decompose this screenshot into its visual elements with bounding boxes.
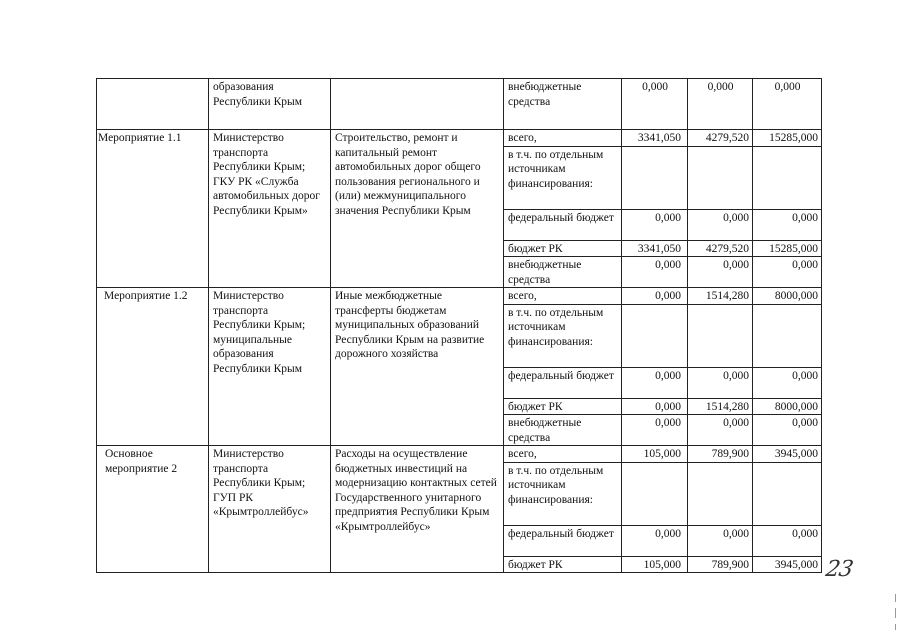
- value-cell-year-1: 105,000: [622, 556, 688, 573]
- event-cell: Основное мероприятие 2: [97, 446, 209, 573]
- value-cell-year-1: 0,000: [622, 398, 688, 415]
- value-cell-year-1: 0,000: [622, 209, 688, 240]
- table-row: [97, 130, 822, 147]
- funding-source-cell: в т.ч. по отдельным источникам финансирования:: [504, 462, 622, 525]
- value-cell-year-1: 0,000: [622, 288, 688, 305]
- value-cell-year-3: 3945,000: [753, 446, 822, 463]
- value-cell-year-3: 0,000: [753, 79, 822, 130]
- funding-source-cell: внебюджетные средства: [504, 415, 622, 446]
- description-cell: Расходы на осуществление бюджетных инвестиций на модернизацию контактных сетей Государственного унитарного предприятия Республики Крым «Крымтроллейбус»: [331, 446, 504, 573]
- value-cell-year-2: 0,000: [688, 257, 753, 288]
- value-cell-year-2: [688, 146, 753, 209]
- value-cell-year-3: 0,000: [753, 367, 822, 398]
- funding-source-cell: всего,: [504, 446, 622, 463]
- table-row: [97, 79, 822, 130]
- value-cell-year-3: 8000,000: [753, 398, 822, 415]
- value-cell-year-2: 1514,280: [688, 398, 753, 415]
- funding-source-cell: внебюджетные средства: [504, 79, 622, 130]
- funding-source-cell: бюджет РК: [504, 398, 622, 415]
- funding-source-cell: в т.ч. по отдельным источникам финансирования:: [504, 146, 622, 209]
- value-cell-year-2: 0,000: [688, 209, 753, 240]
- value-cell-year-2: 0,000: [688, 525, 753, 556]
- value-cell-year-1: 105,000: [622, 446, 688, 463]
- value-cell-year-1: [622, 304, 688, 367]
- value-cell-year-2: 789,900: [688, 446, 753, 463]
- value-cell-year-1: 0,000: [622, 415, 688, 446]
- table-row: [97, 446, 822, 463]
- scan-artifact: [895, 608, 896, 618]
- funding-source-cell: федеральный бюджет: [504, 367, 622, 398]
- value-cell-year-3: 8000,000: [753, 288, 822, 305]
- budget-table: [96, 78, 822, 573]
- value-cell-year-2: 0,000: [688, 79, 753, 130]
- funding-source-cell: бюджет РК: [504, 240, 622, 257]
- value-cell-year-3: 15285,000: [753, 130, 822, 147]
- description-cell: Строительство, ремонт и капитальный ремонт автомобильных дорог общего пользования регионального и (или) межмуниципального значения Республики Крым: [331, 130, 504, 288]
- value-cell-year-3: 0,000: [753, 257, 822, 288]
- value-cell-year-2: 0,000: [688, 415, 753, 446]
- table-row: [97, 288, 822, 305]
- value-cell-year-2: 0,000: [688, 367, 753, 398]
- handwritten-page-number: 23: [823, 557, 855, 582]
- value-cell-year-2: 789,900: [688, 556, 753, 573]
- executor-cell: образования Республики Крым: [209, 79, 331, 130]
- value-cell-year-1: 0,000: [622, 525, 688, 556]
- value-cell-year-1: 0,000: [622, 257, 688, 288]
- scan-artifact: [895, 624, 896, 630]
- value-cell-year-1: [622, 146, 688, 209]
- event-cell: Мероприятие 1.1: [97, 130, 209, 288]
- executor-cell: Министерство транспорта Республики Крым; ГКУ РК «Служба автомобильных дорог Республики Крым»: [209, 130, 331, 288]
- value-cell-year-2: [688, 304, 753, 367]
- value-cell-year-1: [622, 462, 688, 525]
- executor-cell: Министерство транспорта Республики Крым; ГУП РК «Крымтроллейбус»: [209, 446, 331, 573]
- value-cell-year-3: [753, 462, 822, 525]
- value-cell-year-1: 0,000: [622, 79, 688, 130]
- funding-source-cell: федеральный бюджет: [504, 209, 622, 240]
- event-cell: [97, 79, 209, 130]
- funding-source-cell: внебюджетные средства: [504, 257, 622, 288]
- funding-source-cell: всего,: [504, 130, 622, 147]
- value-cell-year-3: 0,000: [753, 209, 822, 240]
- value-cell-year-1: 3341,050: [622, 130, 688, 147]
- value-cell-year-2: 4279,520: [688, 130, 753, 147]
- value-cell-year-1: 3341,050: [622, 240, 688, 257]
- value-cell-year-3: 0,000: [753, 525, 822, 556]
- value-cell-year-3: 3945,000: [753, 556, 822, 573]
- funding-source-cell: федеральный бюджет: [504, 525, 622, 556]
- description-cell: [331, 79, 504, 130]
- value-cell-year-2: [688, 462, 753, 525]
- funding-source-cell: всего,: [504, 288, 622, 305]
- value-cell-year-2: 4279,520: [688, 240, 753, 257]
- value-cell-year-3: [753, 304, 822, 367]
- funding-source-cell: бюджет РК: [504, 556, 622, 573]
- value-cell-year-3: 15285,000: [753, 240, 822, 257]
- funding-source-cell: в т.ч. по отдельным источникам финансирования:: [504, 304, 622, 367]
- description-cell: Иные межбюджетные трансферты бюджетам муниципальных образований Республики Крым на развитие дорожного хозяйства: [331, 288, 504, 446]
- value-cell-year-3: [753, 146, 822, 209]
- executor-cell: Министерство транспорта Республики Крым; муниципальные образования Республики Крым: [209, 288, 331, 446]
- value-cell-year-3: 0,000: [753, 415, 822, 446]
- value-cell-year-2: 1514,280: [688, 288, 753, 305]
- scan-artifact: [895, 594, 896, 602]
- value-cell-year-1: 0,000: [622, 367, 688, 398]
- event-cell: Мероприятие 1.2: [97, 288, 209, 446]
